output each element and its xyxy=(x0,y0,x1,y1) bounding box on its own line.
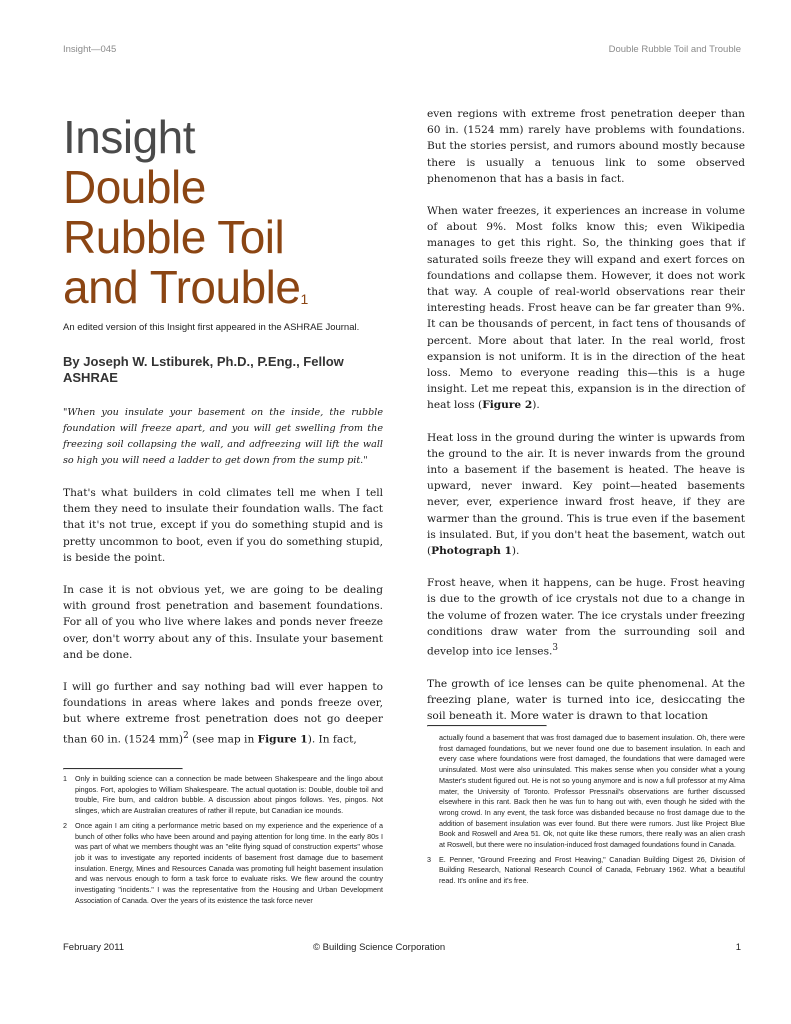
running-header xyxy=(63,44,741,58)
header-article-title: Double Rubble Toil and Trouble xyxy=(608,44,741,55)
footnote-divider xyxy=(63,768,183,770)
title-line-4-text: and Trouble xyxy=(63,261,301,313)
title-line-2: Double xyxy=(63,161,206,213)
footnote xyxy=(63,774,383,817)
title-line-3: Rubble Toil xyxy=(63,211,285,263)
footer-publisher: © Building Science Corporation xyxy=(313,942,446,953)
paragraph-text: (see map in xyxy=(188,733,258,746)
paragraph-text: I will go further and say nothing bad will ever happen to foundations in areas where lakes and ponds freeze over, but where extreme frost penetration does not go deeper than 60 in. (1524 mm) xyxy=(63,681,383,746)
photograph-ref: Photograph 1 xyxy=(431,545,512,558)
body-paragraph: In case it is not obvious yet, we are going to be dealing with ground frost penetration and basement foundations. For all of you who live where lakes and ponds never freeze over, don't worry about any of this. Insulate your basement and be done. xyxy=(63,584,383,661)
footer-date: February 2011 xyxy=(63,942,125,953)
article-title xyxy=(63,112,383,312)
author-byline: By Joseph W. Lstiburek, Ph.D., P.Eng., Fellow ASHRAE xyxy=(63,354,344,385)
figure-ref: Figure 2 xyxy=(482,399,533,412)
figure-ref: Figure 1 xyxy=(257,733,308,746)
title-footnote-mark: 1 xyxy=(300,291,308,307)
page-number: 1 xyxy=(735,942,741,953)
paragraph-text: ). xyxy=(511,545,520,558)
body-paragraph xyxy=(63,679,383,747)
footnote-ref: 3 xyxy=(552,643,559,654)
footnote-text: Once again I am citing a performance metric based on my experience and the experience of a bunch of other folks who have been around and paying attention for long time. In the early 80s I was part of what we members thought was an "elite flying squad of construction experts" whose job it was to investigate any reported incidents of basement frost damage due to basement insulation. Energy, Mines and Resources Canada was promoting full height basement insulation and was nervous enough to form a task force to evaluate risks. We flew around the country investigating "incidents." I was the representative from the Housing and Urban Development Association of Canada. Over the years of its existence the task force never xyxy=(75,820,383,905)
paragraph-text: ). In fact, xyxy=(307,733,357,746)
page-footer xyxy=(63,942,741,956)
body-paragraph: That's what builders in cold climates tell me when I tell them they need to insulate their foundation walls. The fact that it's not true, except if you do something stupid and is pretty uncommon to boot, even if you do something stupid, is beside the point. xyxy=(63,487,383,564)
footnote xyxy=(63,821,383,907)
paragraph-text: Heat loss in the ground during the winter is upwards from the ground to the air. It is never inwards from the ground into a basement if the basement is heated. The heave is upward, never inward. Key point—heated basements never, ever, experience inward frost heave, if they are warmer than the ground. This is true even if the basement is insulated. But, if you don't heat the basement, watch out ( xyxy=(427,431,745,558)
body-paragraph xyxy=(427,203,745,414)
footnote xyxy=(427,855,745,887)
body-paragraph: The growth of ice lenses can be quite phenomenal. At the freezing plane, water is turned into ice, desiccating the soil beneath it. More water is drawn to that location xyxy=(427,677,745,723)
footnote-ref: 2 xyxy=(183,730,189,741)
footnotes-left xyxy=(63,768,383,906)
paragraph-text: Frost heave, when it happens, can be huge. Frost heaving is due to the growth of ice crystals not due to a change in the volume of frozen water. The ice crystals under freezing conditions draw water from the surrounding soil and develop into ice lenses. xyxy=(427,577,745,658)
header-series-label: Insight—045 xyxy=(63,44,117,55)
title-line-4 xyxy=(63,262,383,312)
title-insight: Insight xyxy=(63,111,196,163)
left-column xyxy=(63,112,383,747)
footnote-number: 3 xyxy=(427,854,431,864)
footnote-continuation: actually found a basement that was frost damaged due to basement insulation. Oh, there were frost damaged foundations, but we never found one due to basement insulation. In each and every case where foundations were frost damaged, the foundations that were damaged were uninsulated. Most were also uninsulated. This makes sense when you consider what a young Master's student figured out. He is not so young anymore and is now a full professor at my Alma mater, the University of Toronto. Professor Pressnail's observations are further discussed elsewhere in this rant. Back then he was fun to hang out with, even though he sided with the wrong crowd. In any event, the task force was disbanded because no frost damage due to the addition of basement insulation was ever found. But there were rumors. Just like Project Blue Book and Roswell and Area 51. Ok, not quite like these rumors, there really was an alien crash at Roswell, but there were no insulation-induced frost damaged foundations found in Canada. xyxy=(439,733,745,850)
paragraph-text: ). xyxy=(532,399,540,412)
edit-note: An edited version of this Insight first appeared in the ASHRAE Journal. xyxy=(63,322,360,333)
body-paragraph xyxy=(427,575,745,660)
footnote-number: 2 xyxy=(63,820,67,830)
body-paragraph: even regions with extreme frost penetration deeper than 60 in. (1524 mm) rarely have problems with foundations. But the stories persist, and rumors abound mostly because there is usually a tenuous link to some observed phenomenon that has a basis in fact. xyxy=(427,108,745,185)
footnote-text: Only in building science can a connection be made between Shakespeare and the lingo about pingos. Fort, apologies to William Shakespeare. The actual quotation is: Double, double toil and trouble, Fire burn, and caldron bubble. A discussion about pingos follows. Yes, pingos. Not slinges, which are Australian creatures of rather ill repute, but Canadian ice mounds. xyxy=(75,774,383,816)
footnotes-right xyxy=(427,725,745,887)
right-column xyxy=(427,106,745,724)
footnote-divider xyxy=(427,725,547,727)
footnote-number: 1 xyxy=(63,774,67,783)
body-paragraph xyxy=(427,430,745,560)
epigraph-quote: "When you insulate your basement on the inside, the rubble foundation will freeze apart, and you will get swelling from the freezing soil collapsing the wall, and adfreezing will lift the wall so high you will need a ladder to get down from the sump pit." xyxy=(63,407,383,466)
paragraph-text: When water freezes, it experiences an increase in volume of about 9%. Most folks know this; even Wikipedia manages to get this right. So, the thinking goes that if saturated soils freeze they will expand and exert forces on foundations and collapse them. However, it does not work that way. A couple of real-world observations rear their interesting heads. Frost heave can be far greater than 9%. It can be thousands of percent, in fact tens of thousands of percent. More about that later. In the real world, frost expansion is not uniform. It is in the direction of the heat loss. Memo to everyone reading this—this is a huge insight. Let me repeat this, expansion is in the direction of heat loss ( xyxy=(427,205,745,412)
footnote-text: E. Penner, "Ground Freezing and Frost Heaving," Canadian Building Digest 26, Division of Building Research, National Research Council of Canada, February 1962. What a beautiful read. It's online and it's free. xyxy=(439,854,745,886)
